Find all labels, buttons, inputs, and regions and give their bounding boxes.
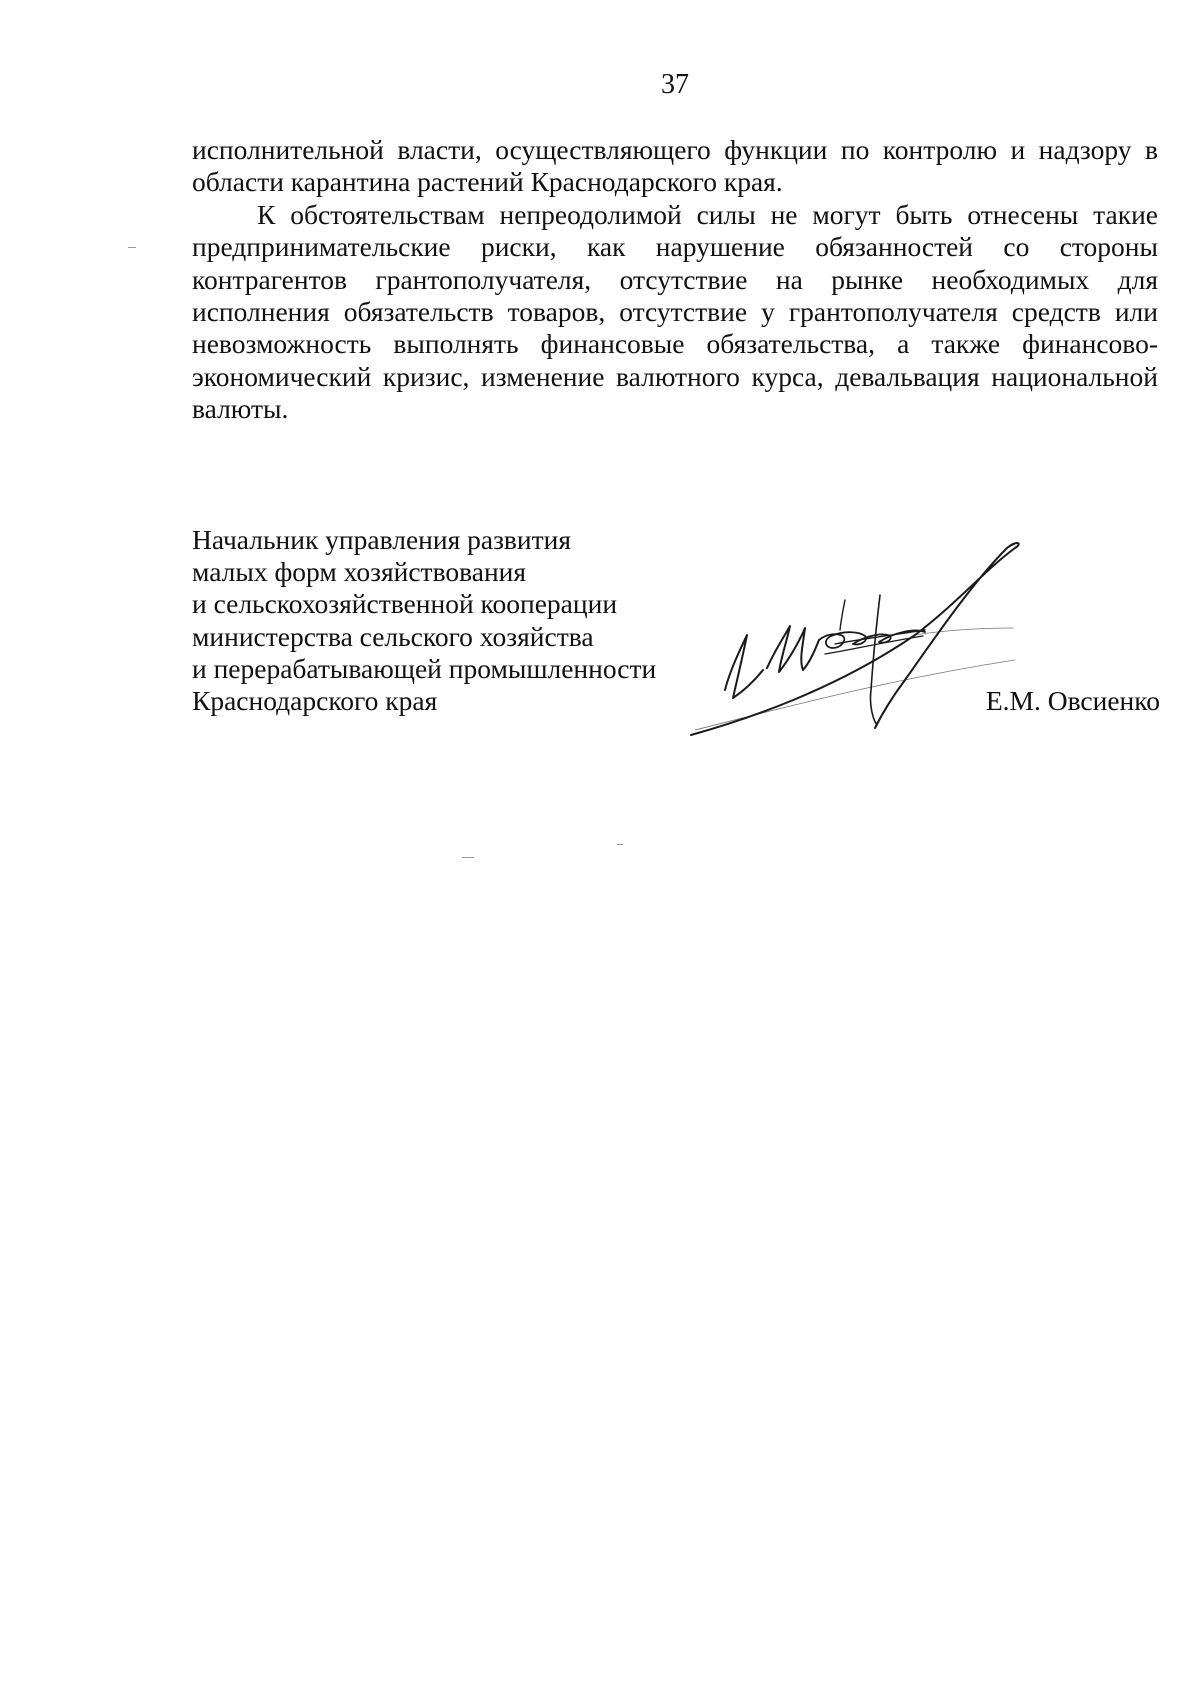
scan-artifact	[617, 844, 623, 845]
page-number: 37	[661, 69, 689, 100]
paragraph-continuation: исполнительной власти, осуществляющего функции по контролю и надзору в области карантина растений Краснодарского края.	[192, 134, 1158, 198]
handwritten-signature-icon	[685, 540, 1025, 740]
position-line: министерства сельского хозяйства	[192, 620, 594, 652]
signer-name: Е.М. Овсиенко	[985, 685, 1160, 716]
position-line: Начальник управления развития	[192, 524, 572, 555]
scan-artifact	[128, 247, 136, 248]
position-line: малых форм хозяйствования	[192, 556, 527, 588]
position-line: и перерабатывающей промышленности	[192, 652, 657, 684]
paragraph-force-majeure: К обстоятельствам непреодолимой силы не могут быть отнесены такие предпринимательские риски, как нарушение обязанностей со стороны контрагентов грантополучателя, отсутствие на рынке необходимых для исполнения обязательств товаров, отсутствие у грантополучателя средств или невозможность выполнять финансовые обязательства, а также финансово-экономический кризис, изменение валютного курса, девальвация национальной валюты.	[192, 198, 1158, 425]
scan-artifact	[462, 857, 474, 858]
document-body	[192, 134, 1158, 426]
signatory-position	[192, 524, 656, 717]
position-line: Краснодарского края	[192, 685, 438, 717]
position-line: и сельскохозяйственной кооперации	[192, 588, 618, 620]
